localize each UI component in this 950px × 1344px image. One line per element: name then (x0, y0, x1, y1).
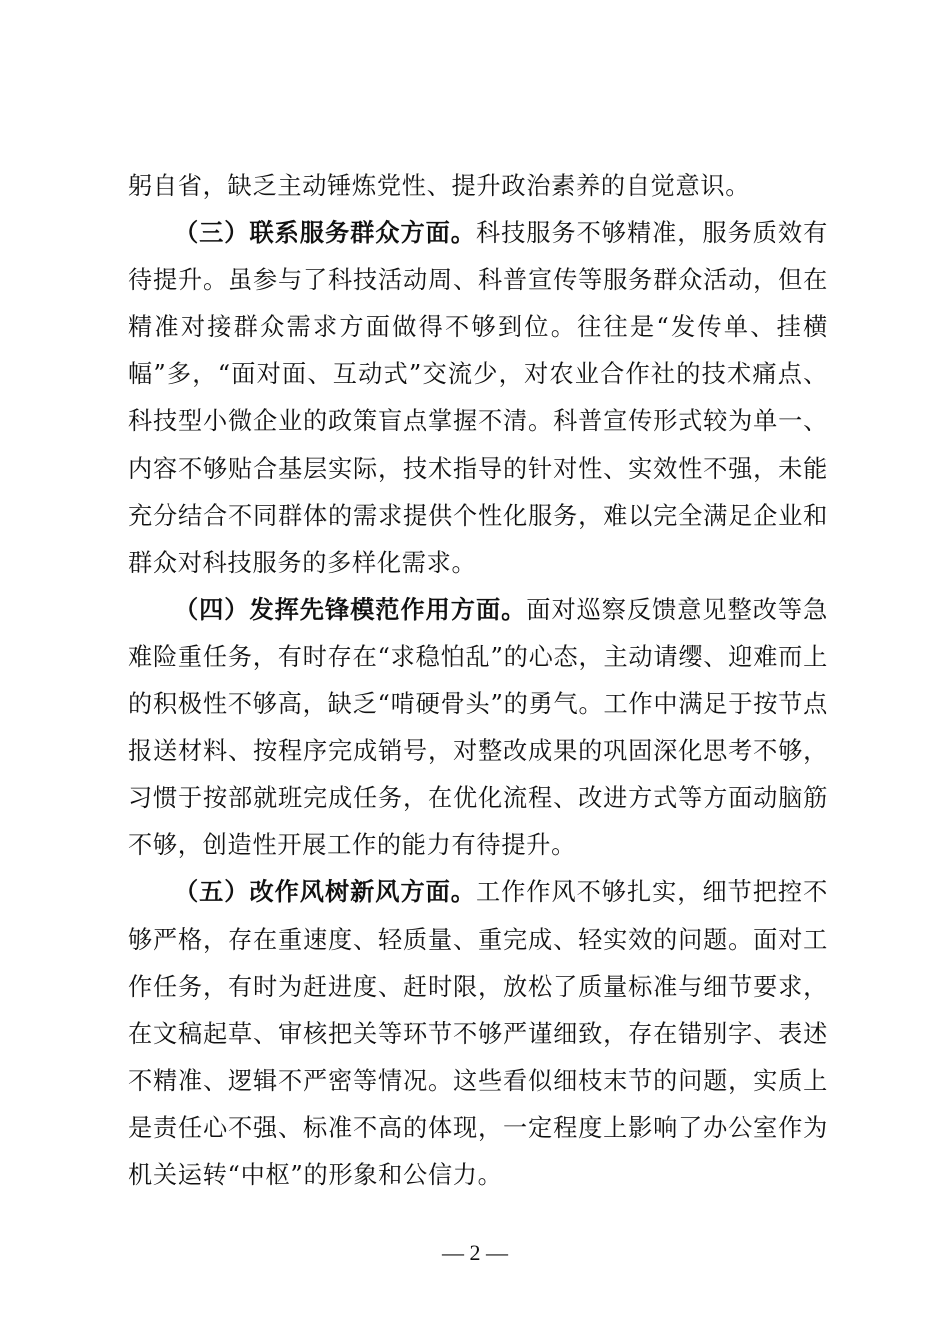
section-heading: （四）发挥先锋模范作用方面。 (173, 595, 527, 624)
page-number: — 2 — (442, 1240, 508, 1265)
paragraph-text: 面对巡察反馈意见整改等急难险重任务，有时存在“求稳怕乱”的心态，主动请缨、迎难而上的积极性不够高，缺乏“啃硬骨头”的勇气。工作中满足于按节点报送材料、按程序完成销号，对整改成果的巩固深化思考不够，习惯于按部就班完成任务，在优化流程、改进方式等方面动脑筋不够，创造性开展工作的能力有待提升。 (128, 595, 828, 860)
paragraph-section-3 (128, 210, 828, 587)
paragraph-section-4 (128, 587, 828, 870)
paragraph-text: 工作作风不够扎实，细节把控不够严格，存在重速度、轻质量、重完成、轻实效的问题。面对工作任务，有时为赶进度、赶时限，放松了质量标准与细节要求，在文稿起草、审核把关等环节不够严谨细致，存在错别字、表述不精准、逻辑不严密等情况。这些看似细枝末节的问题，实质上是责任心不强、标准不高的体现，一定程度上影响了办公室作为机关运转“中枢”的形象和公信力。 (128, 878, 828, 1189)
paragraph-text: 科技服务不够精准，服务质效有待提升。虽参与了科技活动周、科普宣传等服务群众活动，但在精准对接群众需求方面做得不够到位。往往是“发传单、挂横幅”多，“面对面、互动式”交流少，对农业合作社的技术痛点、科技型小微企业的政策盲点掌握不清。科普宣传形式较为单一、内容不够贴合基层实际，技术指导的针对性、实效性不强，未能充分结合不同群体的需求提供个性化服务，难以完全满足企业和群众对科技服务的多样化需求。 (128, 219, 828, 577)
section-heading: （五）改作风树新风方面。 (173, 878, 476, 907)
paragraph-continuation (128, 163, 828, 210)
paragraph-text: 躬自省，缺乏主动锤炼党性、提升政治素养的自觉意识。 (128, 172, 751, 200)
section-heading: （三）联系服务群众方面。 (173, 219, 476, 248)
paragraph-section-5 (128, 869, 828, 1199)
document-body (128, 163, 828, 1199)
